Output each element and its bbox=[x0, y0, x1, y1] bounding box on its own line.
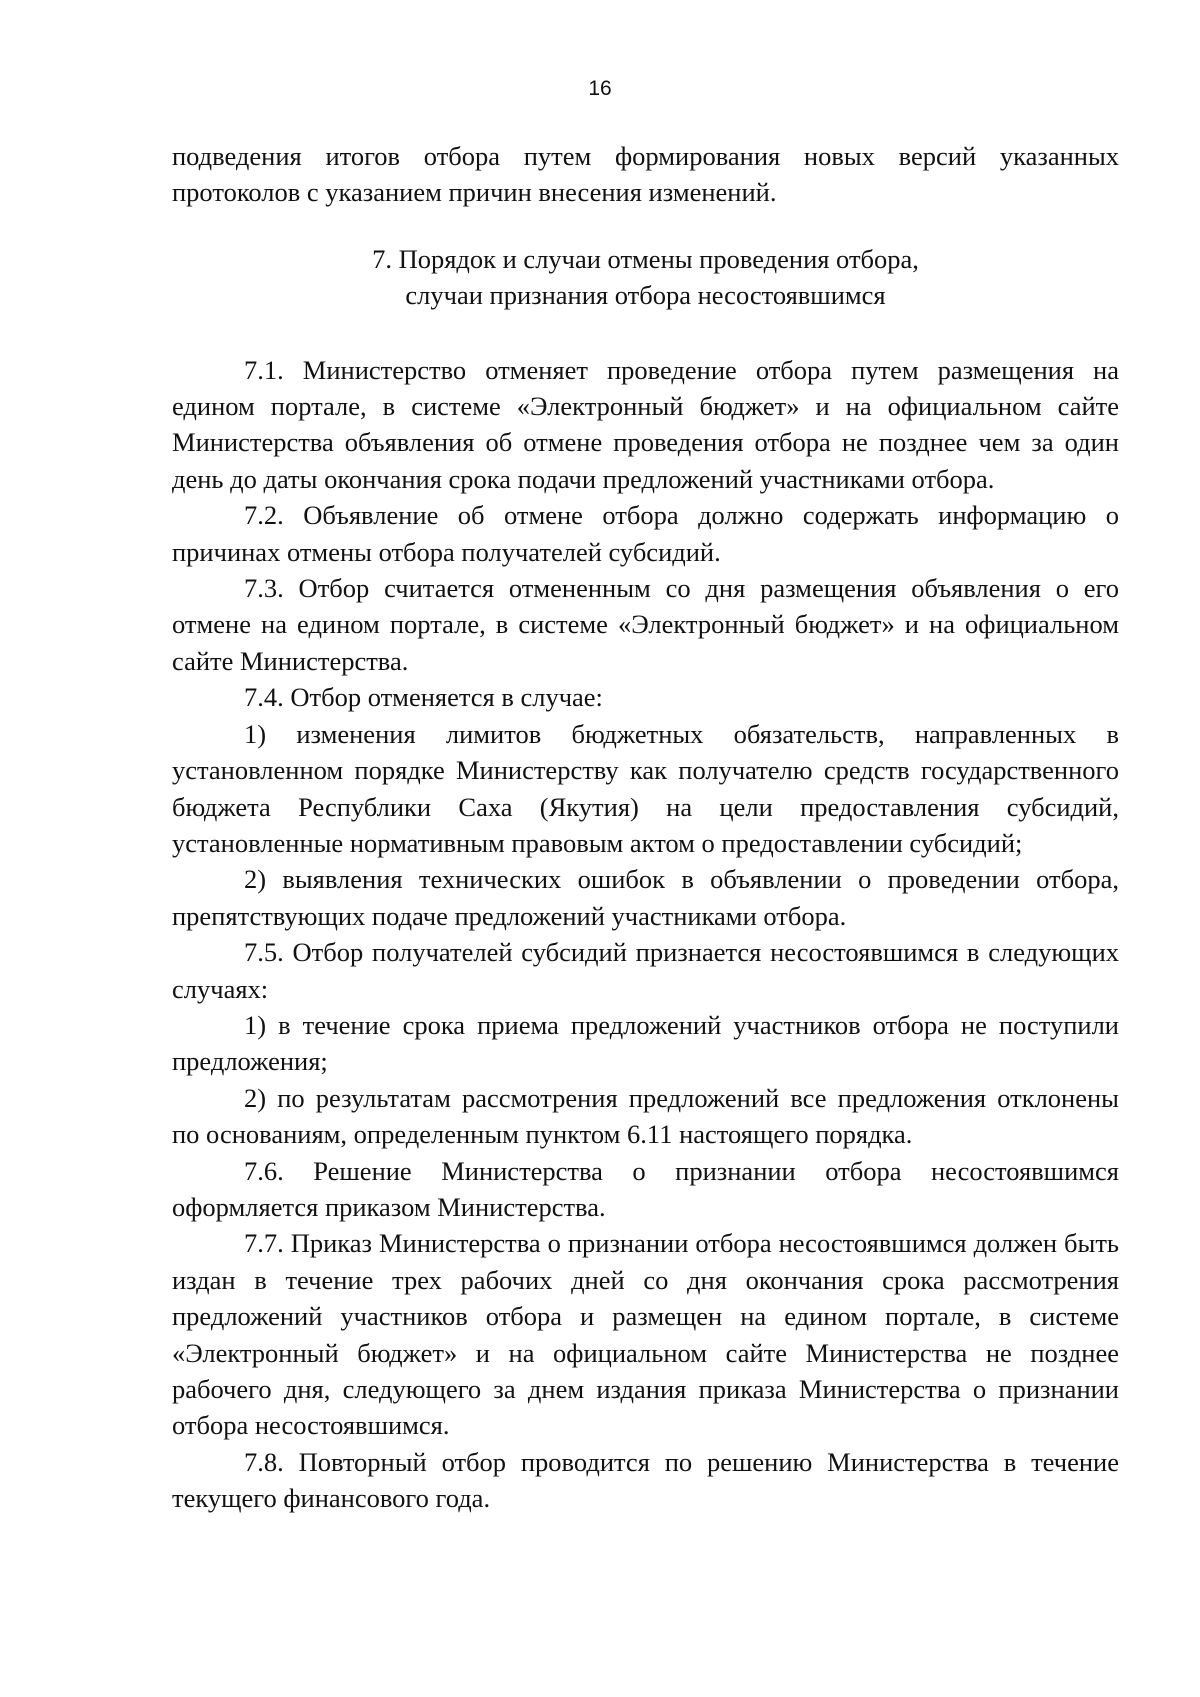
clause-7-6: 7.6. Решение Министерства о признании отбора несостоявшимся оформляется приказом Министерства. bbox=[172, 1155, 1119, 1222]
section-heading bbox=[172, 241, 1119, 314]
clause-7-8: 7.8. Повторный отбор проводится по решению Министерства в течение текущего финансового года. bbox=[172, 1446, 1119, 1514]
clause-7-3: 7.3. Отбор считается отмененным со дня размещения объявления о его отмене на едином портале, в системе «Электронный бюджет» и на официальном сайте Министерства. bbox=[172, 573, 1119, 676]
section-heading-line-1: 7. Порядок и случаи отмены проведения отбора, bbox=[372, 243, 919, 274]
section-heading-line-2: случаи признания отбора несостоявшимся bbox=[405, 280, 886, 311]
clause-7-5-item-1: 1) в течение срока приема предложений участников отбора не поступили предложения; bbox=[172, 1009, 1119, 1077]
clause-7-1: 7.1. Министерство отменяет проведение отбора путем размещения на едином портале, в системе «Электронный бюджет» и на официальном сайте Министерства объявления об отмене проведения отбора не позднее чем за один день до даты окончания срока подачи предложений участниками отбора. bbox=[172, 354, 1119, 494]
clause-7-4: 7.4. Отбор отменяется в случае: bbox=[244, 682, 603, 713]
clause-7-5: 7.5. Отбор получателей субсидий признается несостоявшимся в следующих случаях: bbox=[172, 937, 1119, 1004]
clause-7-4-item-1: 1) изменения лимитов бюджетных обязательств, направленных в установленном порядке Министерству как получателю средств государственного бюджета Республики Саха (Якутия) на цели предоставления субсидий, установленные нормативным правовым актом о предоставлении субсидий; bbox=[172, 718, 1119, 858]
clause-7-2: 7.2. Объявление об отмене отбора должно содержать информацию о причинах отмены отбора получателей субсидий. bbox=[172, 500, 1119, 567]
page-number: 16 bbox=[588, 77, 612, 100]
document-body bbox=[172, 138, 1119, 1517]
clause-7-7: 7.7. Приказ Министерства о признании отбора несостоявшимся должен быть издан в течение трех рабочих дней со дня окончания срока рассмотрения предложений участников отбора и размещен на едином портале, в системе «Электронный бюджет» и на официальном сайте Министерства не позднее рабочего дня, следующего за днем издания приказа Министерства о признании отбора несостоявшимся. bbox=[172, 1228, 1119, 1441]
clause-7-5-item-2: 2) по результатам рассмотрения предложений все предложения отклонены по основаниям, определенным пунктом 6.11 настоящего порядка. bbox=[172, 1082, 1119, 1150]
clause-7-4-item-2: 2) выявления технических ошибок в объявлении о проведении отбора, препятствующих подаче предложений участниками отбора. bbox=[172, 864, 1119, 931]
continued-paragraph: подведения итогов отбора путем формирования новых версий указанных протоколов с указанием причин внесения изменений. bbox=[172, 141, 1119, 208]
